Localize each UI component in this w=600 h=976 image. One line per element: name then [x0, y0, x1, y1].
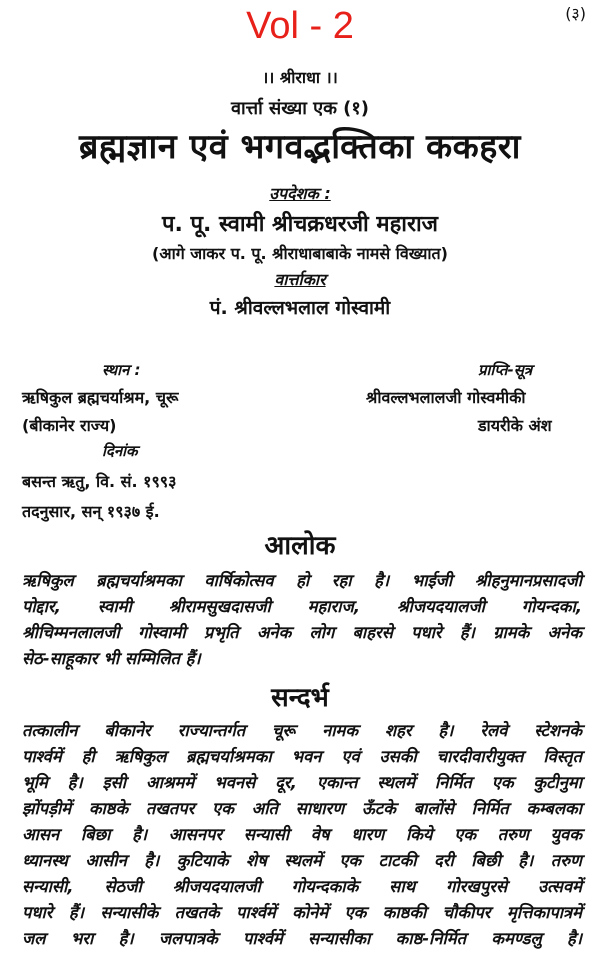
sandarbh-line: जल भरा है। जलपात्रके पार्श्वमें सन्यासीका काष्ठ-निर्मित कमण्डलु है।	[22, 929, 582, 948]
talk-number: वार्त्ता संख्या एक (१)	[231, 98, 369, 119]
sandarbh-line: तत्कालीन बीकानेर राज्यान्तर्गत चूरू नामक शहर है। रेलवे स्टेशनके	[22, 721, 582, 740]
alok-paragraph	[22, 568, 582, 672]
date-line-2: तदनुसार, सन् १९३७ ई.	[22, 502, 160, 521]
sandarbh-line: ध्यानस्थ आसीन है। कुटियाके शेष स्थलमें एक टाटकी दरी बिछी है। तरुण	[22, 851, 582, 870]
sandarbh-line: भूमि है। इसी आश्रममें भवनसे दूर, एकान्त स्थलमें निर्मित एक कुटीनुमा	[22, 773, 582, 792]
sandarbh-line: आसन बिछा है। आसनपर सन्यासी वेष धारण किये एक तरुण युवक	[22, 825, 582, 844]
source-line-1: श्रीवल्लभलालजी गोस्वमीकी	[366, 388, 526, 407]
narrator-label: वार्त्ताकार	[274, 270, 326, 289]
date-label: दिनांक	[102, 442, 138, 460]
later-known-note: (आगे जाकर प. पू. श्रीराधाबाबाके नामसे विख्यात)	[152, 244, 448, 263]
section-heading-alok: आलोक	[264, 531, 336, 561]
section-heading-sandarbh: सन्दर्भ	[271, 683, 329, 713]
source-label: प्राप्ति-सूत्र	[478, 361, 533, 379]
alok-line: पोद्दार, स्वामी श्रीरामसुखदासजी महाराज, श्रीजयदयालजी गोयन्दका,	[22, 597, 582, 616]
volume-label: Vol - 2	[246, 5, 354, 47]
source-line-2: डायरीके अंश	[478, 416, 552, 435]
sandarbh-line: पार्श्वमें ही ऋषिकुल ब्रह्मचर्याश्रमका भवन एवं उसकी चारदीवारीयुक्त विस्तृत	[22, 747, 582, 766]
page-title: ब्रह्मज्ञान एवं भगवद्भक्तिका ककहरा	[79, 127, 521, 167]
preacher-name: प. पू. स्वामी श्रीचक्रधरजी महाराज	[162, 212, 438, 237]
sandarbh-line: सन्यासी, सेठजी श्रीजयदयालजी गोयन्दकाके साथ गोरखपुरसे उत्सवमें	[22, 877, 582, 896]
invocation: ।। श्रीराधा ।।	[262, 68, 338, 87]
sandarbh-paragraph	[22, 718, 582, 952]
place-line-2: (बीकानेर राज्य)	[22, 416, 117, 435]
place-label: स्थान :	[102, 361, 141, 379]
page-number: (३)	[565, 4, 586, 23]
alok-line: ऋषिकुल ब्रह्मचर्याश्रमका वार्षिकोत्सव हो रहा है। भाईजी श्रीहनुमानप्रसादजी	[22, 571, 582, 590]
date-line-1: बसन्त ऋतु, वि. सं. १९९३	[22, 472, 177, 491]
alok-line: श्रीचिम्मनलालजी गोस्वामी प्रभृति अनेक लोग बाहरसे पधारे हैं। ग्रामके अनेक	[22, 623, 582, 642]
preacher-label: उपदेशक :	[269, 184, 331, 203]
alok-line: सेठ-साहूकार भी सम्मिलित हैं।	[22, 649, 201, 668]
sandarbh-line: पधारे हैं। सन्यासीके तखतके पार्श्वमें कोनेमें एक काष्ठकी चौकीपर मृत्तिकापात्रमें	[22, 903, 582, 922]
narrator-name: पं. श्रीवल्लभलाल गोस्वामी	[209, 297, 391, 319]
place-line-1: ऋषिकुल ब्रह्मचर्याश्रम, चूरू	[22, 388, 179, 407]
sandarbh-line: झोंपड़ीमें काष्ठके तखतपर एक अति साधारण ऊँटके बालोंसे निर्मित कम्बलका	[22, 799, 582, 818]
